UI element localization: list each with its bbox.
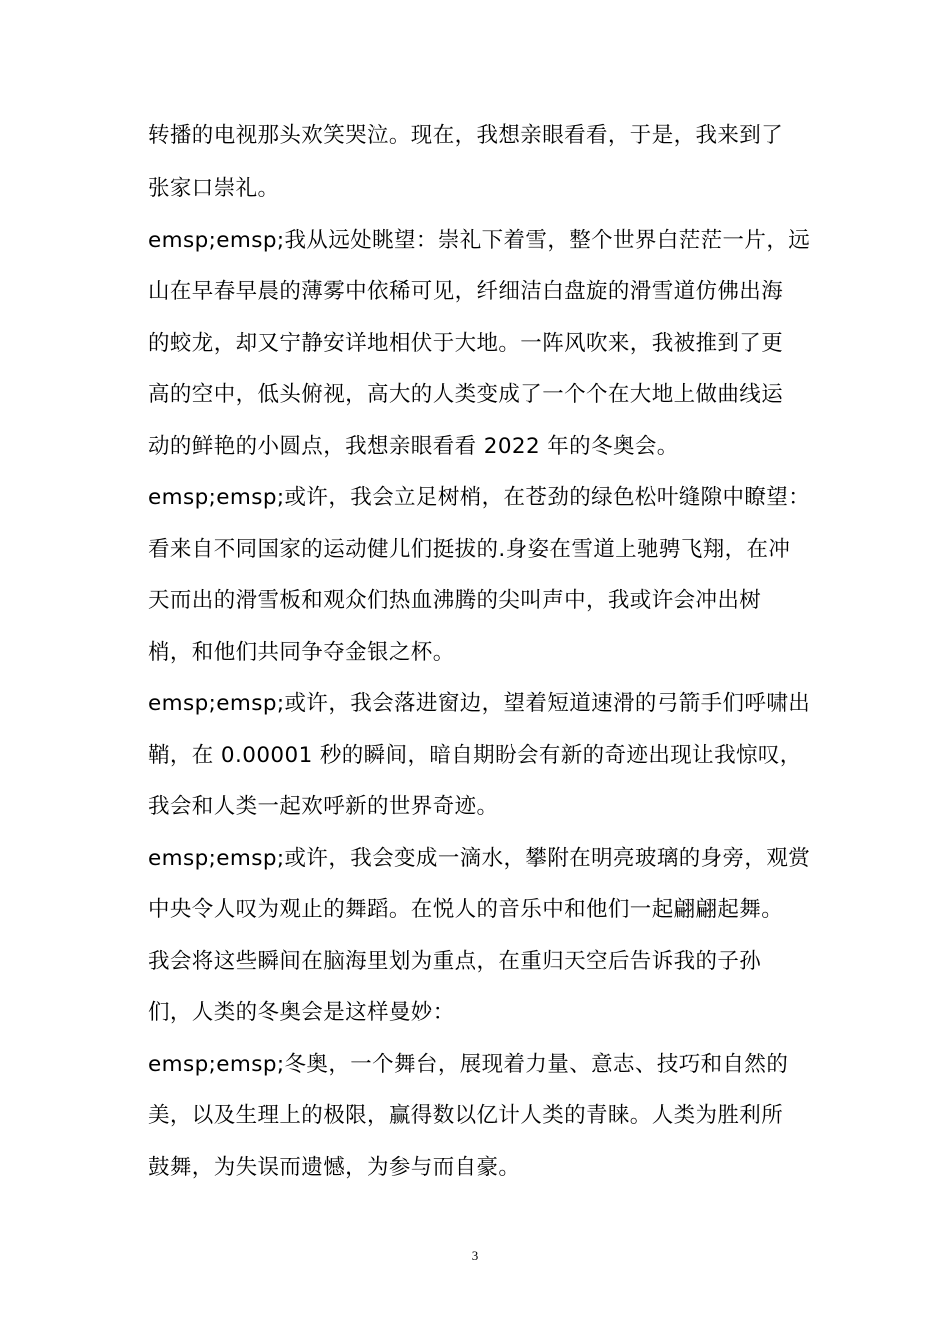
text-line: 鼓舞，为失误而遗憾，为参与而自豪。 xyxy=(148,1155,521,1180)
text-line: 们，人类的冬奥会是这样曼妙： xyxy=(148,1000,455,1025)
text-line: emsp;emsp;或许，我会变成一滴水，攀附在明亮玻璃的身旁，观赏 xyxy=(148,846,811,871)
page-number: 3 xyxy=(471,1248,479,1263)
text-line: 我会将这些瞬间在脑海里划为重点，在重归天空后告诉我的子孙 xyxy=(148,949,762,974)
text-line: 中央令人叹为观止的舞蹈。在悦人的音乐中和他们一起翩翩起舞。 xyxy=(148,897,784,922)
text-line: emsp;emsp;或许，我会立足树梢，在苍劲的绿色松叶缝隙中瞭望： xyxy=(148,485,811,510)
text-line: 美，以及生理上的极限，赢得数以亿计人类的青睐。人类为胜利所 xyxy=(148,1103,784,1128)
text-line: 张家口崇礼。 xyxy=(148,176,280,201)
text-line: 高的空中，低头俯视，高大的人类变成了一个个在大地上做曲线运 xyxy=(148,382,784,407)
text-line: 动的鲜艳的小圆点，我想亲眼看看 2022 年的冬奥会。 xyxy=(148,434,679,459)
text-line: emsp;emsp;冬奥，一个舞台，展现着力量、意志、技巧和自然的 xyxy=(148,1052,789,1077)
text-line: 天而出的滑雪板和观众们热血沸腾的尖叫声中，我或许会冲出树 xyxy=(148,588,762,613)
text-line: 转播的电视那头欢笑哭泣。现在，我想亲眼看看，于是，我来到了 xyxy=(148,123,784,148)
text-line: emsp;emsp;我从远处眺望：崇礼下着雪，整个世界白茫茫一片，远 xyxy=(148,228,811,253)
text-line: emsp;emsp;或许，我会落进窗边，望着短道速滑的弓箭手们呼啸出 xyxy=(148,691,811,716)
text-line: 鞘，在 0.00001 秒的瞬间，暗自期盼会有新的奇迹出现让我惊叹， xyxy=(148,743,802,768)
text-line: 梢，和他们共同争夺金银之杯。 xyxy=(148,640,455,665)
text-line: 的蛟龙，却又宁静安详地相伏于大地。一阵风吹来，我被推到了更 xyxy=(148,331,784,356)
text-line: 我会和人类一起欢呼新的世界奇迹。 xyxy=(148,794,499,819)
text-line: 山在早春早晨的薄雾中依稀可见，纤细洁白盘旋的滑雪道仿佛出海 xyxy=(148,279,784,304)
text-line: 看来自不同国家的运动健儿们挺拔的.身姿在雪道上驰骋飞翔，在冲 xyxy=(148,537,791,562)
